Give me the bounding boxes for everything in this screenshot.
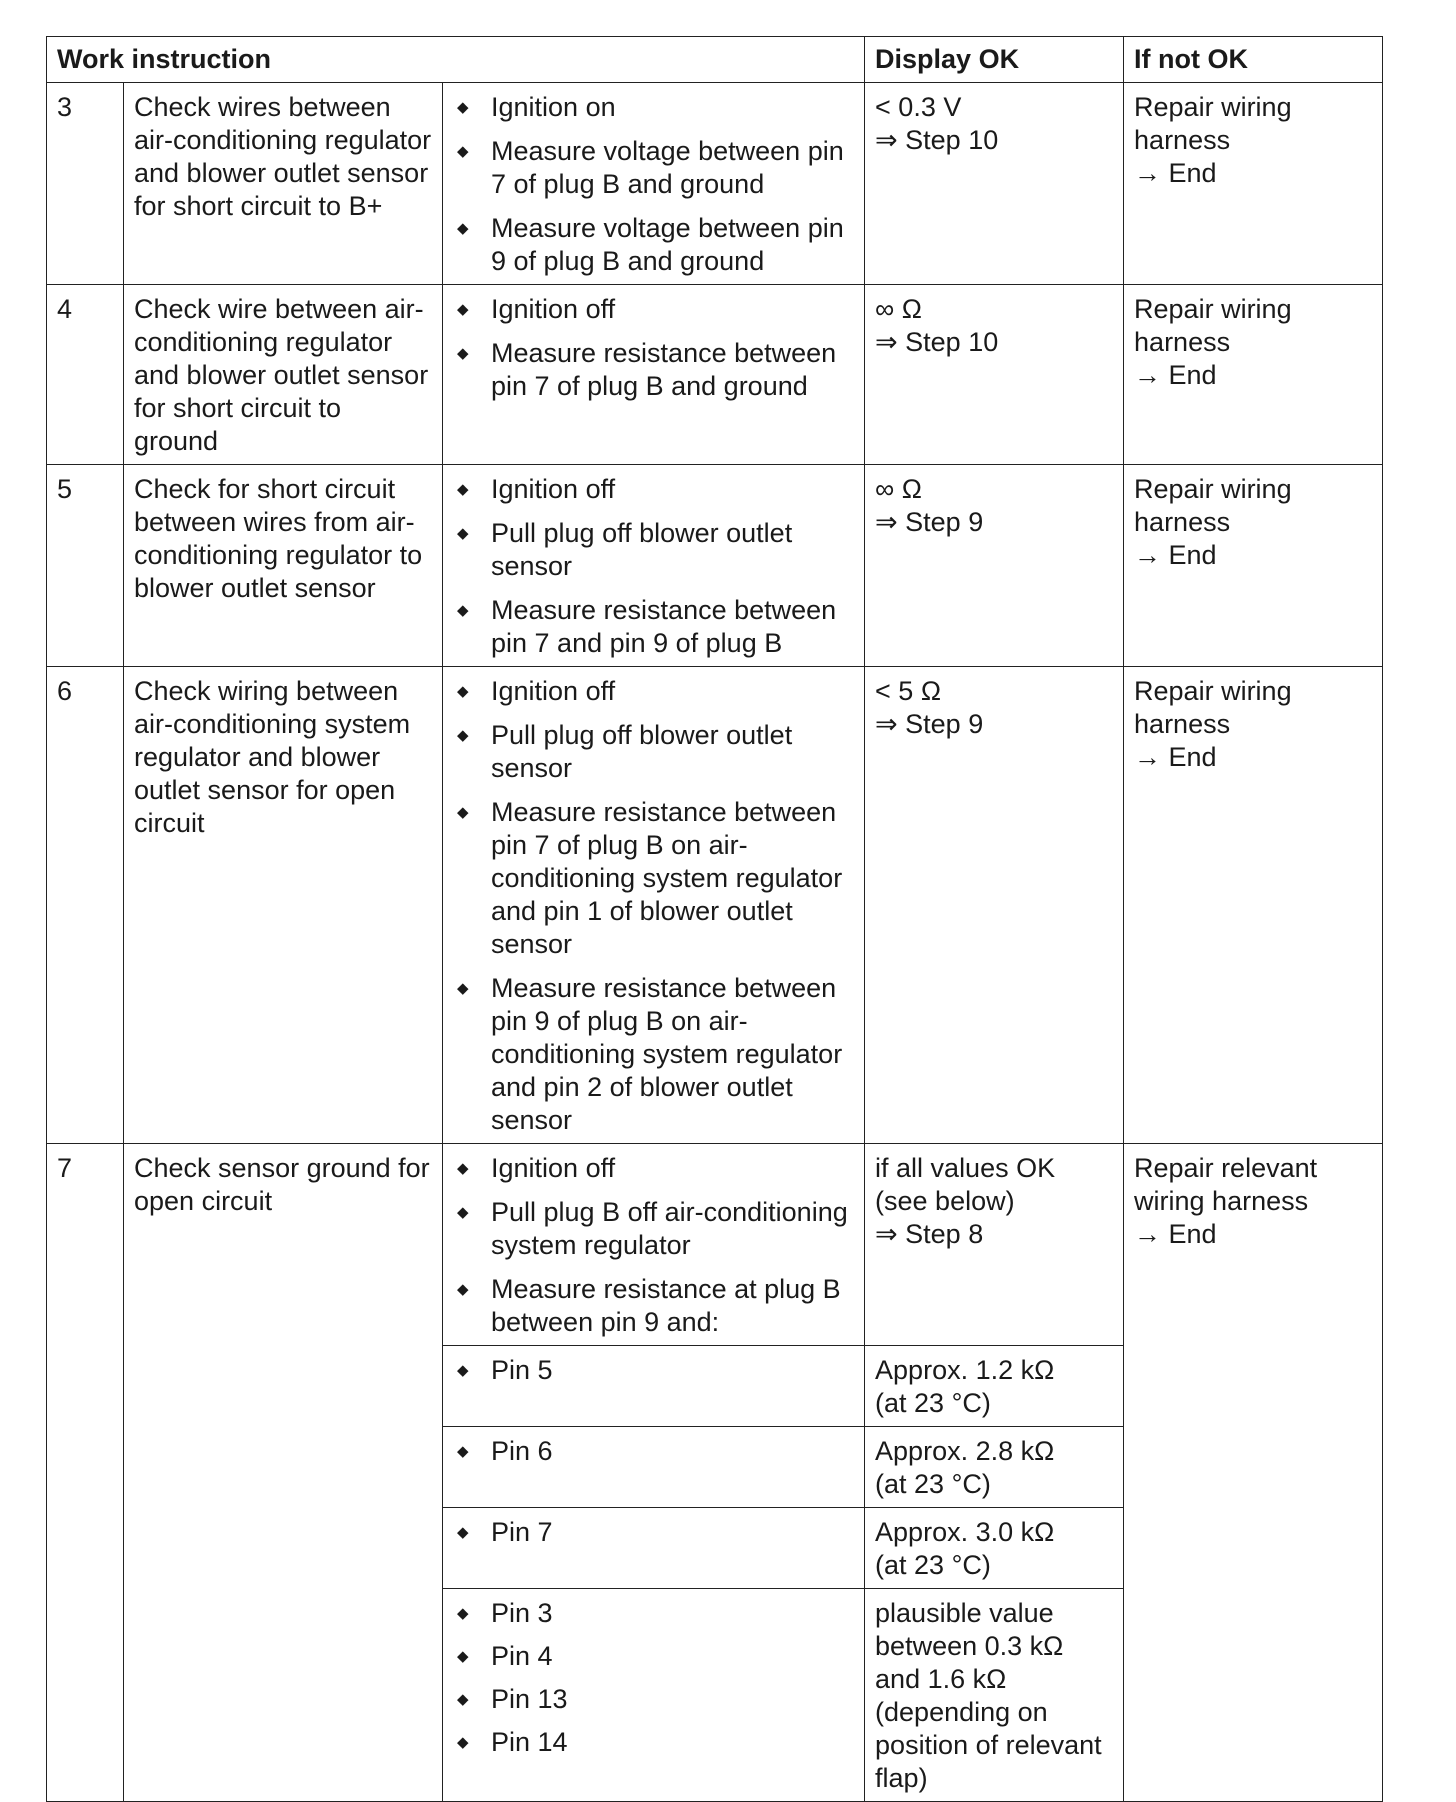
work-instruction-table	[46, 36, 1383, 1802]
if-not-ok-cell	[1124, 285, 1383, 465]
header-if-not-ok: If not OK	[1124, 37, 1383, 83]
action-item: ◆ Measure resistance between pin 9 of plug B on air-conditioning system regulator and pin 2 of blower outlet sensor	[453, 972, 854, 1137]
pin-list-cell	[443, 1346, 865, 1427]
pin-item: ◆ Pin 13	[453, 1683, 854, 1716]
action-item: ◆ Measure resistance between pin 7 and pin 9 of plug B	[453, 594, 854, 660]
display-ok-note: (see below)	[875, 1186, 1015, 1216]
step-number: 7	[47, 1144, 124, 1802]
step-number: 3	[47, 83, 124, 285]
step-actions	[443, 667, 865, 1144]
step-description: Check wire between air-conditioning regulator and blower outlet sensor for short circuit to ground	[124, 285, 443, 465]
pin-item: ◆ Pin 14	[453, 1726, 854, 1759]
step-number: 4	[47, 285, 124, 465]
step-description: Check sensor ground for open circuit	[124, 1144, 443, 1802]
pin-display-cell: plausible value between 0.3 kΩ and 1.6 kΩ (depending on position of relevant flap)	[865, 1589, 1124, 1802]
pin-item: ◆ Pin 4	[453, 1640, 854, 1673]
step-number: 6	[47, 667, 124, 1144]
if-not-ok-next: → End	[1134, 540, 1217, 570]
action-item: ◆ Ignition off	[453, 1152, 854, 1185]
step-description: Check for short circuit between wires from air-conditioning regulator to blower outlet sensor	[124, 465, 443, 667]
if-not-ok-cell	[1124, 667, 1383, 1144]
step-number: 5	[47, 465, 124, 667]
header-display-ok: Display OK	[865, 37, 1124, 83]
action-item: ◆ Measure resistance between pin 7 of plug B on air-conditioning system regulator and pin 1 of blower outlet sensor	[453, 796, 854, 961]
if-not-ok-cell	[1124, 465, 1383, 667]
header-work-instruction: Work instruction	[47, 37, 865, 83]
if-not-ok-action: Repair wiring harness	[1134, 474, 1292, 537]
if-not-ok-cell	[1124, 83, 1383, 285]
if-not-ok-action: Repair wiring harness	[1134, 92, 1292, 155]
display-ok-next: ⇒ Step 8	[875, 1219, 984, 1249]
display-ok-value: ∞ Ω	[875, 474, 922, 504]
if-not-ok-cell	[1124, 1144, 1383, 1802]
action-item: ◆ Pull plug off blower outlet sensor	[453, 719, 854, 785]
display-ok-next: ⇒ Step 9	[875, 709, 984, 739]
pin-item: ◆ Pin 3	[453, 1597, 854, 1630]
table-row	[47, 285, 1383, 465]
table-row	[47, 1144, 1383, 1346]
pin-display-value: Approx. 3.0 kΩ	[875, 1517, 1055, 1547]
table-row	[47, 465, 1383, 667]
display-ok-next: ⇒ Step 10	[875, 327, 999, 357]
pin-display-value: Approx. 1.2 kΩ	[875, 1355, 1055, 1385]
pin-display-condition: (at 23 °C)	[875, 1388, 991, 1418]
display-ok-value: if all values OK	[875, 1153, 1056, 1183]
display-ok-value: < 0.3 V	[875, 92, 962, 122]
step-actions	[443, 1144, 865, 1346]
action-item: ◆ Pull plug off blower outlet sensor	[453, 517, 854, 583]
pin-display-cell	[865, 1427, 1124, 1508]
action-item: ◆ Ignition off	[453, 675, 854, 708]
pin-item: ◆ Pin 5	[453, 1354, 854, 1387]
action-item: ◆ Ignition off	[453, 293, 854, 326]
if-not-ok-next: → End	[1134, 1219, 1217, 1249]
display-ok-next: ⇒ Step 9	[875, 507, 984, 537]
step-description: Check wiring between air-conditioning system regulator and blower outlet sensor for open circuit	[124, 667, 443, 1144]
pin-display-condition: (at 23 °C)	[875, 1550, 991, 1580]
action-item: ◆ Ignition off	[453, 473, 854, 506]
step-description: Check wires between air-conditioning regulator and blower outlet sensor for short circuit to B+	[124, 83, 443, 285]
display-ok-cell	[865, 83, 1124, 285]
pin-list-cell	[443, 1508, 865, 1589]
pin-display-cell	[865, 1508, 1124, 1589]
display-ok-value: ∞ Ω	[875, 294, 922, 324]
display-ok-value: < 5 Ω	[875, 676, 942, 706]
display-ok-cell	[865, 465, 1124, 667]
display-ok-cell	[865, 667, 1124, 1144]
step-actions	[443, 465, 865, 667]
pin-item: ◆ Pin 6	[453, 1435, 854, 1468]
pin-display-condition: (at 23 °C)	[875, 1469, 991, 1499]
if-not-ok-next: → End	[1134, 360, 1217, 390]
action-item: ◆ Measure resistance at plug B between pin 9 and:	[453, 1273, 854, 1339]
table-row	[47, 667, 1383, 1144]
display-ok-cell	[865, 1144, 1124, 1346]
table-body	[47, 83, 1383, 1802]
pin-list-cell	[443, 1589, 865, 1802]
display-ok-cell	[865, 285, 1124, 465]
action-item: ◆ Measure voltage between pin 7 of plug B and ground	[453, 135, 854, 201]
if-not-ok-action: Repair wiring harness	[1134, 676, 1292, 739]
display-ok-next: ⇒ Step 10	[875, 125, 999, 155]
action-item: ◆ Measure voltage between pin 9 of plug B and ground	[453, 212, 854, 278]
header-row	[47, 37, 1383, 83]
action-item: ◆ Ignition on	[453, 91, 854, 124]
action-item: ◆ Measure resistance between pin 7 of plug B and ground	[453, 337, 854, 403]
action-item: ◆ Pull plug B off air-conditioning system regulator	[453, 1196, 854, 1262]
table-row	[47, 83, 1383, 285]
if-not-ok-next: → End	[1134, 158, 1217, 188]
if-not-ok-next: → End	[1134, 742, 1217, 772]
step-actions	[443, 285, 865, 465]
pin-item: ◆ Pin 7	[453, 1516, 854, 1549]
if-not-ok-action: Repair wiring harness	[1134, 294, 1292, 357]
if-not-ok-action: Repair relevant wiring harness	[1134, 1153, 1318, 1216]
step-actions	[443, 83, 865, 285]
pin-list-cell	[443, 1427, 865, 1508]
pin-display-cell	[865, 1346, 1124, 1427]
pin-display-value: Approx. 2.8 kΩ	[875, 1436, 1055, 1466]
